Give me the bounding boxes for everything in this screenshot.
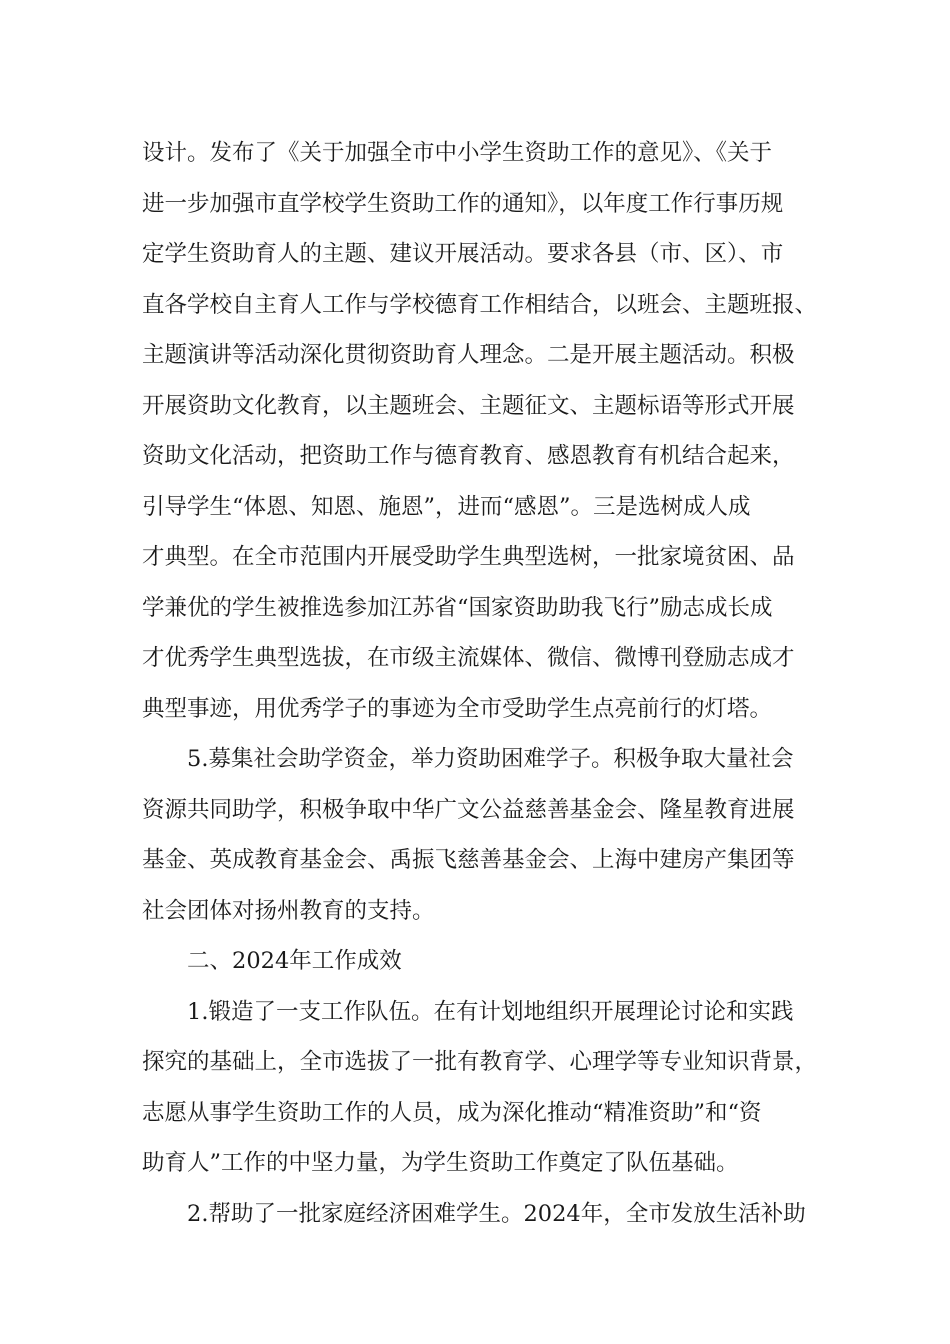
text-line: 1.锻造了一支工作队伍。在有计划地组织开展理论讨论和实践 — [187, 998, 794, 1025]
text-line: 探究的基础上，全市选拔了一批有教育学、心理学等专业知识背景， — [142, 1049, 818, 1075]
text-line: 才典型。在全市范围内开展受助学生典型选树，一批家境贫困、品 — [142, 544, 795, 570]
section-heading-2024-results — [142, 936, 832, 987]
paragraph-helped-students — [142, 1189, 832, 1240]
text-line: 直各学校自主育人工作与学校德育工作相结合，以班会、主题班报、 — [142, 291, 818, 318]
text-line: 开展资助文化教育，以主题班会、主题征文、主题标语等形式开展 — [142, 392, 795, 419]
text-line: 才优秀学生典型选拔，在市级主流媒体、微信、微博刊登励志成才 — [142, 645, 795, 671]
text-line: 设计。发布了《关于加强全市中小学生资助工作的意见》、《关于 — [142, 140, 773, 166]
text-line: 定学生资助育人的主题、建议开展活动。要求各县（市、区）、市 — [142, 241, 784, 267]
text-line: 典型事迹，用优秀学子的事迹为全市受助学生点亮前行的灯塔。 — [142, 695, 773, 722]
text-line: 资源共同助学，积极争取中华广文公益慈善基金会、隆星教育进展 — [142, 796, 795, 823]
text-line: 学兼优的学生被推选参加江苏省“国家资助助我飞行”励志成长成 — [142, 594, 773, 621]
text-line: 主题演讲等活动深化贯彻资助育人理念。二是开展主题活动。积极 — [142, 342, 795, 368]
text-line: 资助文化活动，把资助工作与德育教育、感恩教育有机结合起来， — [142, 443, 795, 469]
section-heading: 二、2024年工作成效 — [187, 948, 402, 974]
paragraph-social-funding — [142, 734, 832, 936]
text-line: 基金、英成教育基金会、禹振飞慈善基金会、上海中建房产集团等 — [142, 847, 795, 873]
paragraph-work-team — [142, 987, 832, 1189]
paragraph-funding-education-activities — [142, 128, 832, 734]
document-body — [142, 128, 832, 1239]
text-line: 2.帮助了一批家庭经济困难学生。2024年，全市发放生活补助 — [187, 1200, 806, 1227]
text-line: 志愿从事学生资助工作的人员，成为深化推动“精准资助”和“资 — [142, 1099, 762, 1126]
text-line: 5.募集社会助学资金，举力资助困难学子。积极争取大量社会 — [187, 746, 794, 772]
text-line: 社会团体对扬州教育的支持。 — [142, 897, 435, 924]
text-line: 引导学生“体恩、知恩、施恩”，进而“感恩”。三是选树成人成 — [142, 493, 751, 520]
text-line: 进一步加强市直学校学生资助工作的通知》，以年度工作行事历规 — [142, 190, 784, 217]
text-line: 助育人”工作的中坚力量，为学生资助工作奠定了队伍基础。 — [142, 1150, 739, 1176]
